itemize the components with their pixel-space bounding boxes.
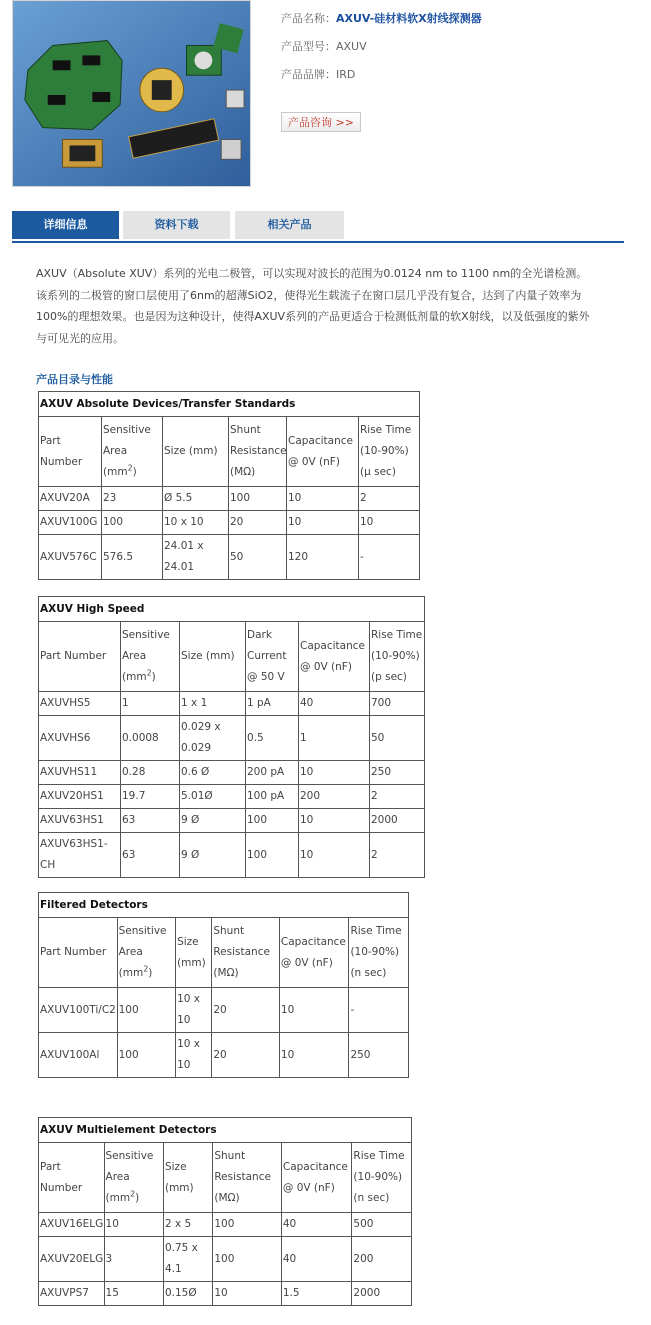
table-cell: 500 xyxy=(352,1213,412,1237)
product-image xyxy=(12,0,251,187)
table-cell: 1 xyxy=(299,716,370,761)
table-cell: 1 pA xyxy=(246,692,299,716)
column-header: Part Number xyxy=(39,918,118,988)
table-cell: 2 xyxy=(370,833,425,878)
table-cell: 2000 xyxy=(352,1282,412,1306)
product-model-label: 产品型号： xyxy=(281,40,336,53)
table-cell: 0.029 x 0.029 xyxy=(180,716,246,761)
table-cell: 100 xyxy=(117,1033,175,1078)
table-cell: 10 xyxy=(299,809,370,833)
table-cell: 2 xyxy=(370,785,425,809)
table-cell: 100 xyxy=(213,1213,282,1237)
table-cell: 10 xyxy=(299,761,370,785)
spec-table-high-speed xyxy=(38,596,425,878)
table-cell: 200 xyxy=(299,785,370,809)
table-cell: AXUV20HS1 xyxy=(39,785,121,809)
table-caption: AXUV Multielement Detectors xyxy=(39,1118,412,1143)
table-cell: 100 xyxy=(246,833,299,878)
column-header: Part Number xyxy=(39,1143,105,1213)
column-header: Capacitance @ 0V (nF) xyxy=(299,622,370,692)
tab-bar xyxy=(12,211,624,243)
table-cell: AXUVHS11 xyxy=(39,761,121,785)
table-cell: AXUVHS5 xyxy=(39,692,121,716)
table-cell: 10 x 10 xyxy=(176,1033,212,1078)
column-header: Sensitive Area $(mm^2)$ xyxy=(121,622,180,692)
table-cell: 1.5 xyxy=(281,1282,352,1306)
table-cell: AXUV16ELG xyxy=(39,1213,105,1237)
consult-button[interactable]: 产品咨询 >> xyxy=(281,112,361,132)
table-cell: AXUV20A xyxy=(39,487,102,511)
column-header: Sensitive Area $(mm^2)$ xyxy=(102,417,163,487)
table-cell: 0.6 Ø xyxy=(180,761,246,785)
table-cell: 2 xyxy=(359,487,420,511)
table-cell: AXUV576C xyxy=(39,535,102,580)
table-cell: AXUV100G xyxy=(39,511,102,535)
tab-downloads[interactable]: 资料下载 xyxy=(123,211,230,239)
section-title: 产品目录与性能 xyxy=(36,373,113,386)
table-cell: 120 xyxy=(287,535,359,580)
table-cell: 250 xyxy=(349,1033,409,1078)
column-header: Dark Current @ 50 V xyxy=(246,622,299,692)
table-cell: AXUV63HS1 xyxy=(39,809,121,833)
table-cell: 100 xyxy=(246,809,299,833)
table-cell: 0.0008 xyxy=(121,716,180,761)
table-cell: 20 xyxy=(212,1033,280,1078)
table-cell: 50 xyxy=(229,535,287,580)
column-header: Capacitance @ 0V (nF) xyxy=(281,1143,352,1213)
table-cell: 200 xyxy=(352,1237,412,1282)
column-header: Size (mm) xyxy=(176,918,212,988)
table-cell: AXUV100Ti/C2 xyxy=(39,988,118,1033)
column-header: Shunt Resistance (MΩ) xyxy=(229,417,287,487)
table-cell: AXUV20ELG xyxy=(39,1237,105,1282)
table-cell: 100 xyxy=(117,988,175,1033)
table-cell: 24.01 x 24.01 xyxy=(163,535,229,580)
product-info xyxy=(281,10,482,94)
table-cell: 2 x 5 xyxy=(163,1213,212,1237)
table-cell: 100 xyxy=(229,487,287,511)
table-caption: AXUV Absolute Devices/Transfer Standards xyxy=(39,392,420,417)
table-cell: - xyxy=(359,535,420,580)
table-cell: 40 xyxy=(299,692,370,716)
table-cell: 576.5 xyxy=(102,535,163,580)
table-cell: AXUVPS7 xyxy=(39,1282,105,1306)
tab-details[interactable]: 详细信息 xyxy=(12,211,119,239)
column-header: Shunt Resistance (MΩ) xyxy=(213,1143,282,1213)
column-header: Part Number xyxy=(39,622,121,692)
table-caption: AXUV High Speed xyxy=(39,597,425,622)
table-cell: 10 xyxy=(279,988,349,1033)
tab-related-products[interactable]: 相关产品 xyxy=(235,211,344,239)
table-cell: 15 xyxy=(104,1282,163,1306)
spec-table-multielement xyxy=(38,1117,412,1306)
table-cell: 10 x 10 xyxy=(163,511,229,535)
column-header: Size (mm) xyxy=(163,1143,212,1213)
table-cell: 0.15Ø xyxy=(163,1282,212,1306)
column-header: Shunt Resistance (MΩ) xyxy=(212,918,280,988)
table-cell: 9 Ø xyxy=(180,809,246,833)
table-cell: 100 xyxy=(213,1237,282,1282)
table-cell: 700 xyxy=(370,692,425,716)
column-header: Part Number xyxy=(39,417,102,487)
table-cell: AXUVHS6 xyxy=(39,716,121,761)
column-header: Size (mm) xyxy=(180,622,246,692)
table-cell: 2000 xyxy=(370,809,425,833)
table-cell: 40 xyxy=(281,1237,352,1282)
column-header: Sensitive Area $(mm^2)$ xyxy=(117,918,175,988)
table-cell: 200 pA xyxy=(246,761,299,785)
product-description: AXUV（Absolute XUV）系列的光电二极管，可以实现对波长的范围为0.0124 nm to 1100 nm的全光谱检测。该系列的二极管的窗口层使用了6nm的超薄SiO2，使得光生载流子在窗口层几乎没有复合，达到了内量子效率为100%的理想效果。也是因为这种设计，使得AXUV系列的产品更适合于检测低剂量的软X射线，以及低强度的紫外与可见光的应用。 xyxy=(36,267,590,345)
column-header: Rise Time (10-90%) (μ sec) xyxy=(359,417,420,487)
column-header: Size (mm) xyxy=(163,417,229,487)
table-cell: 63 xyxy=(121,809,180,833)
table-cell: 10 xyxy=(359,511,420,535)
table-cell: 19.7 xyxy=(121,785,180,809)
table-cell: 10 x 10 xyxy=(176,988,212,1033)
table-cell: Ø 5.5 xyxy=(163,487,229,511)
table-cell: - xyxy=(349,988,409,1033)
table-cell: 10 xyxy=(287,487,359,511)
spec-table-absolute xyxy=(38,391,420,580)
table-cell: AXUV63HS1-CH xyxy=(39,833,121,878)
table-cell: 0.5 xyxy=(246,716,299,761)
column-header: Rise Time (10-90%) (p sec) xyxy=(370,622,425,692)
table-cell: 250 xyxy=(370,761,425,785)
spec-table-filtered xyxy=(38,892,409,1078)
product-name-label: 产品名称： xyxy=(281,12,336,25)
table-caption: Filtered Detectors xyxy=(39,893,409,918)
product-name-row xyxy=(281,10,482,38)
product-model-value: AXUV xyxy=(336,40,367,53)
column-header: Sensitive Area $(mm^2)$ xyxy=(104,1143,163,1213)
table-cell: 0.75 x 4.1 xyxy=(163,1237,212,1282)
table-cell: 3 xyxy=(104,1237,163,1282)
table-cell: 10 xyxy=(104,1213,163,1237)
table-cell: 0.28 xyxy=(121,761,180,785)
table-cell: 10 xyxy=(279,1033,349,1078)
column-header: Capacitance @ 0V (nF) xyxy=(279,918,349,988)
table-cell: AXUV100Al xyxy=(39,1033,118,1078)
table-cell: 10 xyxy=(299,833,370,878)
table-cell: 10 xyxy=(287,511,359,535)
product-brand-row xyxy=(281,66,482,94)
table-cell: 40 xyxy=(281,1213,352,1237)
table-cell: 1 x 1 xyxy=(180,692,246,716)
table-cell: 5.01Ø xyxy=(180,785,246,809)
table-cell: 63 xyxy=(121,833,180,878)
column-header: Rise Time (10-90%) (n sec) xyxy=(349,918,409,988)
table-cell: 100 xyxy=(102,511,163,535)
column-header: Capacitance @ 0V (nF) xyxy=(287,417,359,487)
table-cell: 9 Ø xyxy=(180,833,246,878)
table-cell: 20 xyxy=(212,988,280,1033)
table-cell: 100 pA xyxy=(246,785,299,809)
column-header: Rise Time (10-90%) (n sec) xyxy=(352,1143,412,1213)
table-cell: 50 xyxy=(370,716,425,761)
table-cell: 10 xyxy=(213,1282,282,1306)
product-model-row xyxy=(281,38,482,66)
table-cell: 20 xyxy=(229,511,287,535)
product-brand-label: 产品品牌： xyxy=(281,68,336,81)
table-cell: 23 xyxy=(102,487,163,511)
product-brand-value: IRD xyxy=(336,68,356,81)
product-name-value: AXUV-硅材料软X射线探测器 xyxy=(336,12,482,25)
table-cell: 1 xyxy=(121,692,180,716)
